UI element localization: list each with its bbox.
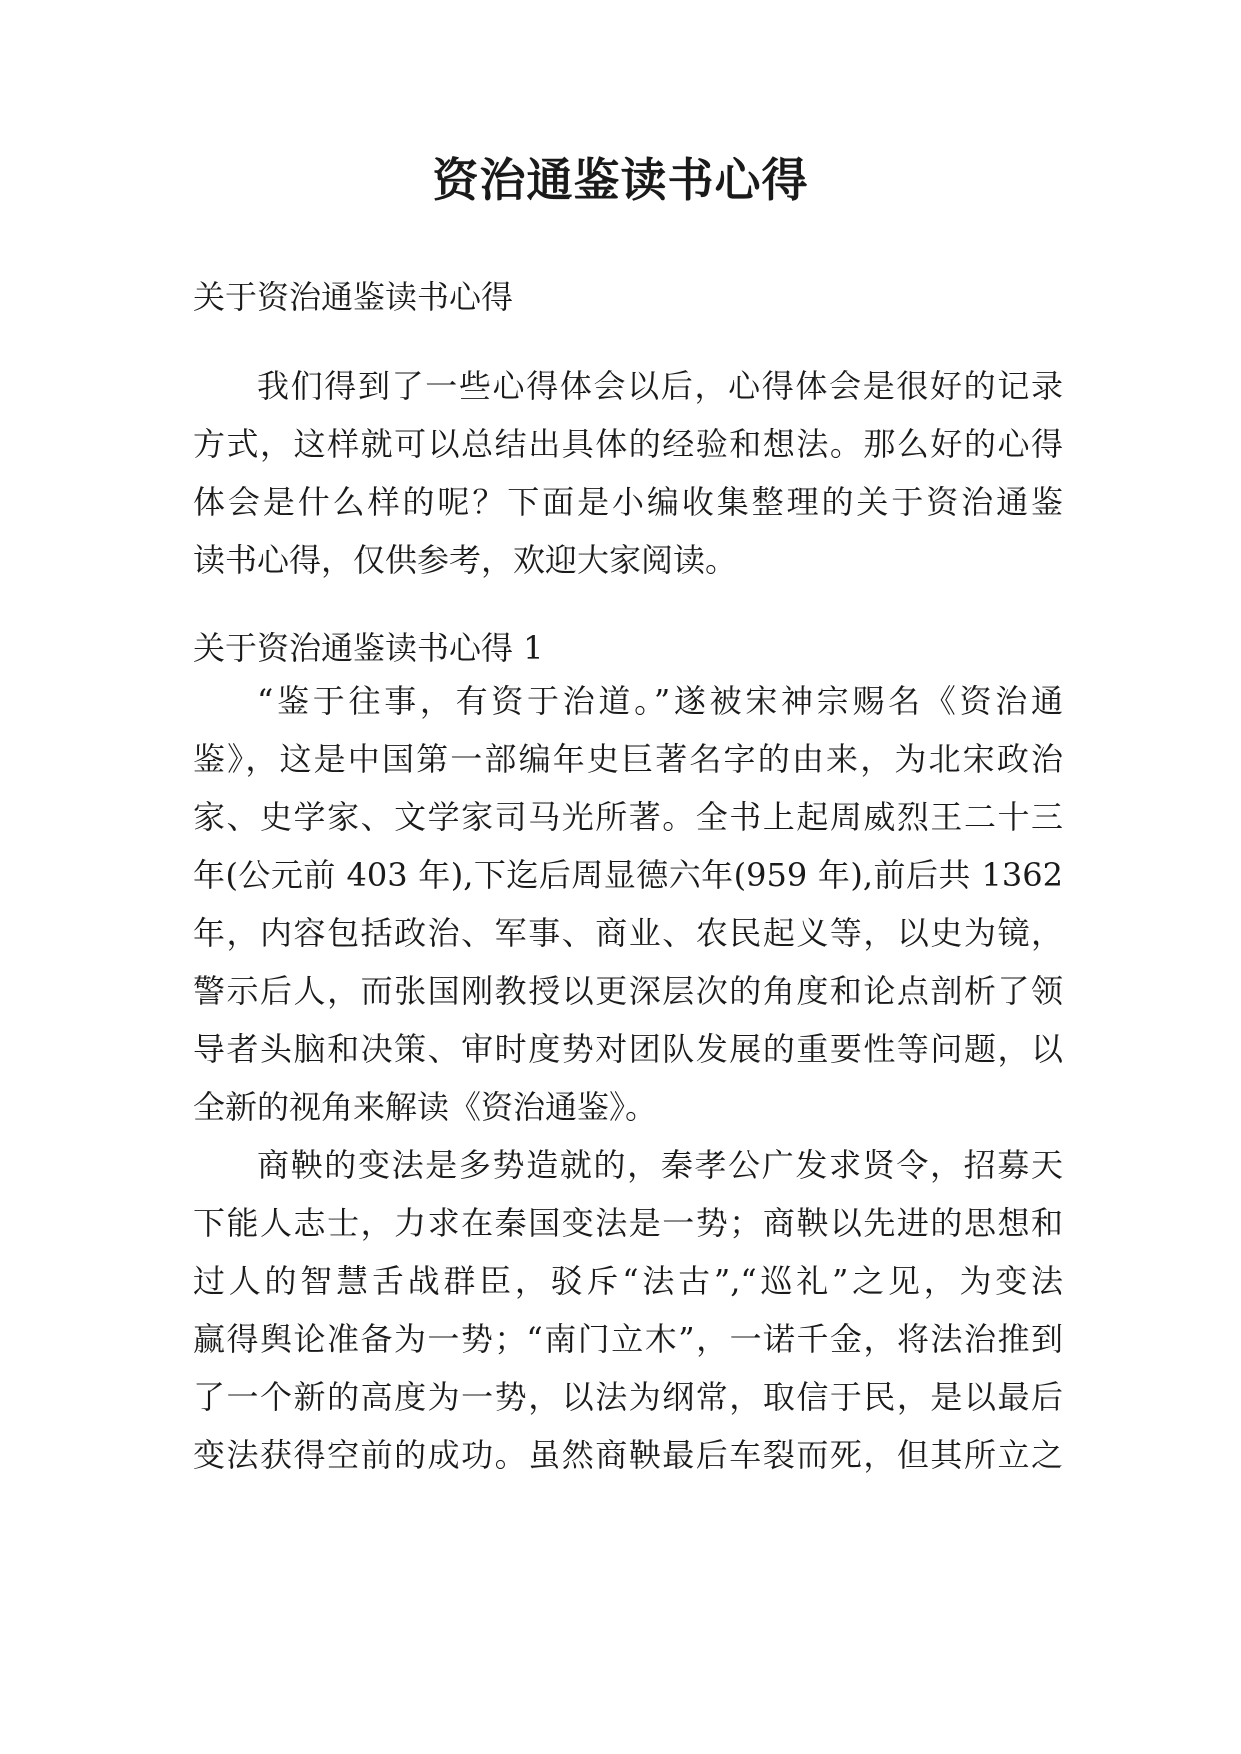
- paragraph-line: 过人的智慧舌战群臣，驳斥“法古”,“巡礼”之见，为变法: [193, 1262, 1063, 1300]
- paragraph-line: 年，内容包括政治、军事、商业、农民起义等，以史为镜，: [193, 914, 1063, 952]
- paragraph-line: 方式，这样就可以总结出具体的经验和想法。那么好的心得: [193, 425, 1063, 463]
- paragraph-line: 导者头脑和决策、审时度势对团队发展的重要性等问题，以: [193, 1030, 1063, 1068]
- section-heading: 关于资治通鉴读书心得 1: [193, 629, 544, 667]
- paragraph-line: 变法获得空前的成功。虽然商鞅最后车裂而死，但其所立之: [193, 1436, 1063, 1474]
- intro-paragraph: [193, 357, 1063, 589]
- document-title: 资治通鉴读书心得: [432, 153, 809, 207]
- paragraph-line: 读书心得，仅供参考，欢迎大家阅读。: [193, 541, 738, 579]
- paragraph-line: 警示后人，而张国刚教授以更深层次的角度和论点剖析了领: [193, 972, 1063, 1010]
- paragraph-1: [193, 672, 1063, 1136]
- paragraph-line: 了一个新的高度为一势，以法为纲常，取信于民，是以最后: [193, 1378, 1063, 1416]
- paragraph-line: 商鞅的变法是多势造就的，秦孝公广发求贤令，招募天: [257, 1146, 1063, 1184]
- section-heading-block: [193, 619, 1063, 677]
- document-subtitle: 关于资治通鉴读书心得: [193, 278, 514, 316]
- paragraph-line: 家、史学家、文学家司马光所著。全书上起周威烈王二十三: [193, 798, 1063, 836]
- paragraph-line: “鉴于往事，有资于治道。”遂被宋神宗赐名《资治通: [257, 682, 1063, 720]
- paragraph-line: 年(公元前 403 年),下迄后周显德六年(959 年),前后共 1362: [193, 856, 1063, 894]
- paragraph-line: 我们得到了一些心得体会以后，心得体会是很好的记录: [257, 367, 1063, 405]
- paragraph-line: 体会是什么样的呢？下面是小编收集整理的关于资治通鉴: [193, 483, 1063, 521]
- paragraph-line: 赢得舆论准备为一势；“南门立木”，一诺千金，将法治推到: [193, 1320, 1063, 1358]
- paragraph-2: [193, 1136, 1063, 1484]
- paragraph-line: 下能人志士，力求在秦国变法是一势；商鞅以先进的思想和: [193, 1204, 1063, 1242]
- subtitle-block: [193, 268, 1063, 326]
- paragraph-line: 鉴》，这是中国第一部编年史巨著名字的由来，为北宋政治: [193, 740, 1063, 778]
- paragraph-line: 全新的视角来解读《资治通鉴》。: [193, 1088, 658, 1126]
